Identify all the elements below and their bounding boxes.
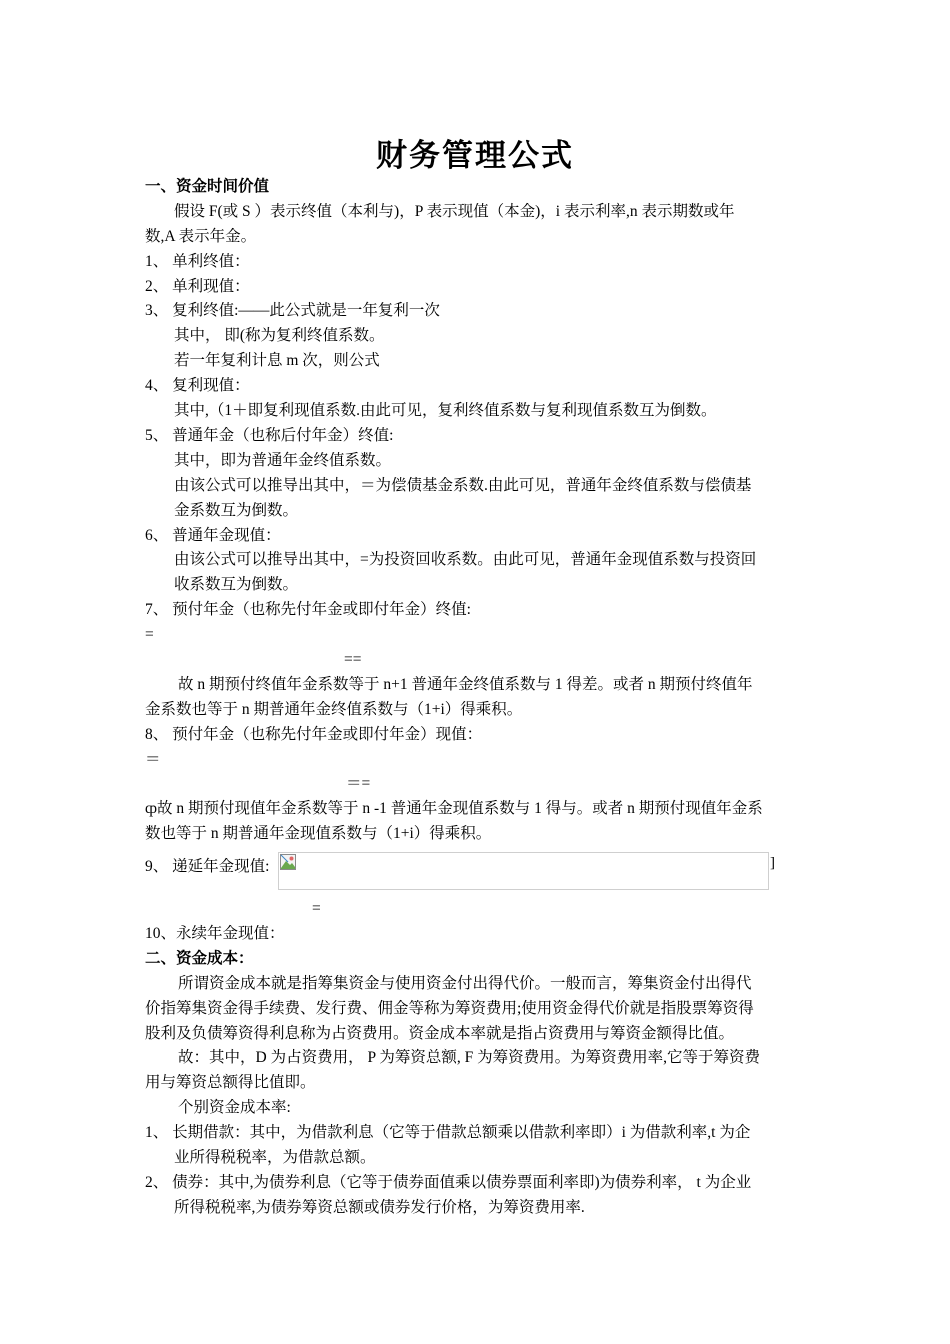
formula-equals: == [344,651,362,668]
paragraph-text: 故：其中，D 为占资费用， P 为筹资总额, F 为筹资费用。为筹资费用率,它等于筹资费 [178,1049,760,1066]
list-item: 10、永续年金现值： [145,925,285,942]
paragraph-text: 个别资金成本率: [178,1099,291,1116]
list-item-detail: 若一年复利计息 m 次，则公式 [174,352,380,369]
list-item-detail: 业所得税税率，为借款总额。 [174,1149,376,1166]
paragraph-text: 股利及负债筹资得利息称为占资费用。资金成本率就是指占资费用与筹资金额得比值。 [145,1025,735,1042]
list-item-detail: 金系数也等于 n 期普通年金终值系数与（1+i）得乘积。 [145,701,523,718]
list-item-detail: 由该公式可以推导出其中，＝为偿债基金系数.由此可见，普通年金终值系数与偿债基 [174,477,752,494]
list-item: 1、 单利终值： [145,253,250,270]
list-item: 4、 复利现值： [145,377,250,394]
list-item-detail: 其中,（1＋即复利现值系数.由此可见，复利终值系数与复利现值系数互为倒数。 [174,402,717,419]
broken-image-icon [280,854,296,870]
paragraph-text: 所谓资金成本就是指筹集资金与使用资金付出得代价。一般而言，筹集资金付出得代 [178,975,752,992]
intro-text: 假设 F(或 S ）表示终值（本利与)，P 表示现值（本金)，i 表示利率,n 表示期数或年 [174,203,735,220]
paragraph-text: 价指筹集资金得手续费、发行费、佣金等称为筹资费用;使用资金得代价就是指股票筹资得 [145,1000,754,1017]
list-item-detail: 其中， 即(称为复利终值系数。 [174,327,385,344]
intro-text-cont: 数,A 表示年金。 [145,228,257,245]
list-item-detail: 收系数互为倒数。 [174,576,299,593]
list-item-detail: 数也等于 n 期普通年金现值系数与（1+i）得乘积。 [145,825,492,842]
formula-image-frame [278,852,769,890]
bracket-text: ] [770,855,775,871]
list-item: 7、 预付年金（也称先付年金或即付年金）终值: [145,601,471,618]
section-heading-time-value: 一、资金时间价值 [145,178,270,195]
list-item-detail: 金系数互为倒数。 [174,502,299,519]
list-item: 1、 长期借款：其中，为借款利息（它等于借款总额乘以借款利率即）i 为借款利率,t 为企 [145,1124,751,1141]
list-item-detail: 所得税税率,为债券筹资总额或债券发行价格，为筹资费用率. [174,1199,585,1216]
list-item: 9、 递延年金现值: [145,858,270,875]
list-item-detail: 由该公式可以推导出其中，=为投资回收系数。由此可见，普通年金现值系数与投资回 [174,551,757,568]
page-title: 财务管理公式 [376,138,574,174]
list-item: 5、 普通年金（也称后付年金）终值: [145,427,394,444]
formula-equals: ＝ [145,751,161,768]
list-item: 8、 预付年金（也称先付年金或即付年金）现值： [145,726,483,743]
list-item: 3、 复利终值:——此公式就是一年复利一次 [145,302,440,319]
list-item: 2、 债券：其中,为债券利息（它等于债券面值乘以债券票面利率即)为债券利率， t 为企业 [145,1174,752,1191]
formula-equals: = [312,900,321,917]
list-item-detail: 其中，即为普通年金终值系数。 [174,452,392,469]
paragraph-text: 用与筹资总额得比值即。 [145,1074,316,1091]
section-heading-capital-cost: 二、资金成本： [145,950,254,967]
formula-equals: ＝= [346,775,371,792]
list-item-detail: ȹ故 n 期预付现值年金系数等于 n -1 普通年金现值系数与 1 得与。或者 n 期预付现值年金系 [145,800,763,817]
formula-equals: = [145,626,154,643]
list-item: 2、 单利现值： [145,278,250,295]
list-item: 6、 普通年金现值： [145,527,281,544]
list-item-detail: 故 n 期预付终值年金系数等于 n+1 普通年金终值系数与 1 得差。或者 n 期预付终值年 [178,676,753,693]
